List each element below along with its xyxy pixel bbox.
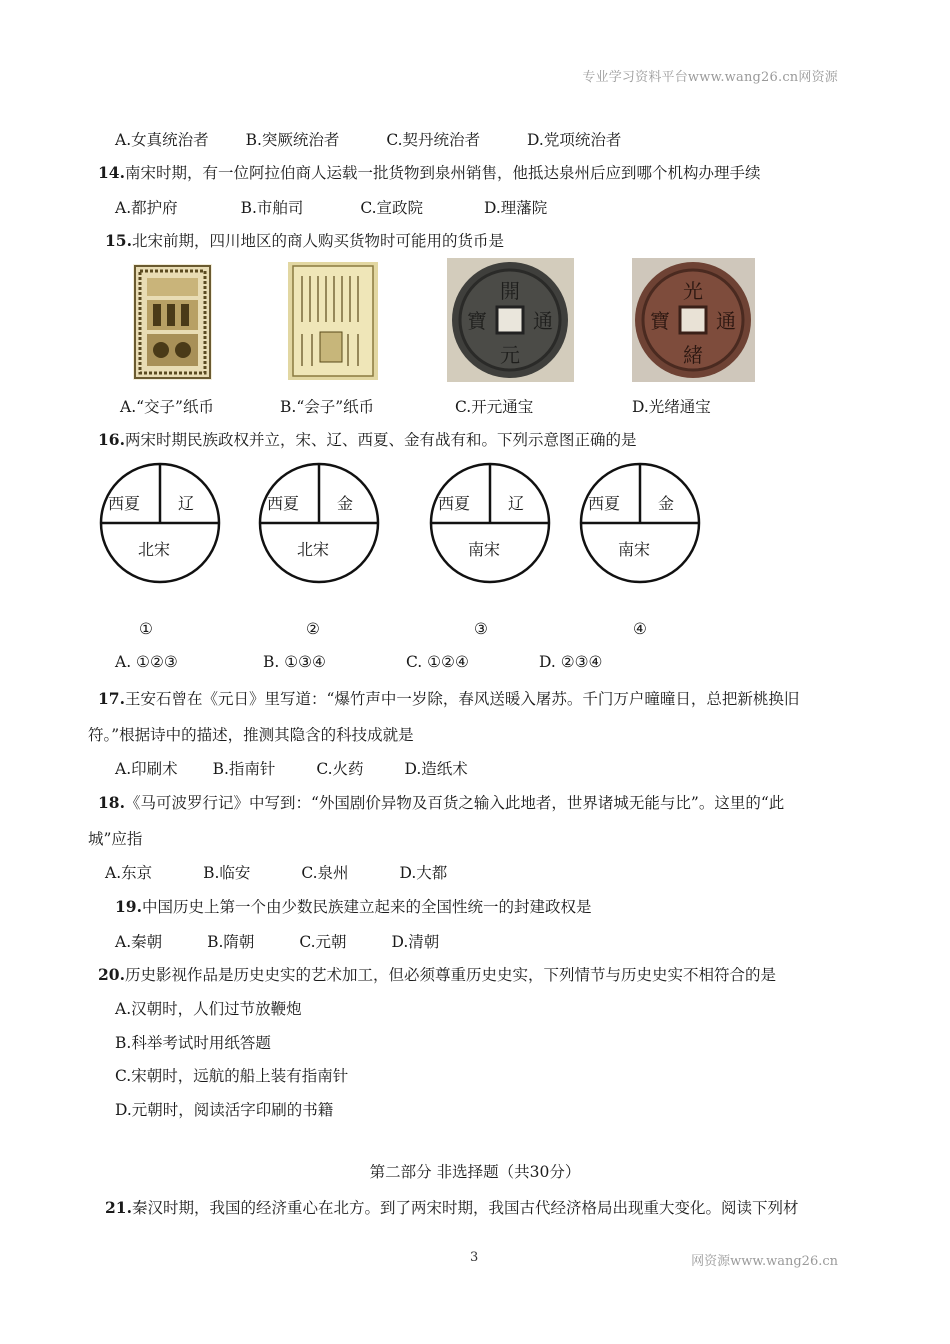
diagram-2-bottom: 北宋 xyxy=(297,540,330,559)
q18-option-c: C.泉州 xyxy=(301,864,349,882)
diagram-2 xyxy=(257,462,381,584)
q19-number: 19. xyxy=(115,897,142,916)
q19-option-b: B.隋朝 xyxy=(207,933,255,951)
diagram-4-left: 西夏 xyxy=(588,494,621,513)
header-watermark: 专业学习资料平台www.wang26.cn网资源 xyxy=(582,70,838,85)
q15-option-d: D.光绪通宝 xyxy=(632,398,711,416)
diagram-2-left: 西夏 xyxy=(267,494,300,513)
q15-number: 15. xyxy=(105,231,132,250)
q16-option-d: D. ②③④ xyxy=(539,653,603,671)
q17-option-d: D.造纸术 xyxy=(404,760,468,778)
q14-option-c: C.宣政院 xyxy=(360,199,424,217)
q19-option-d: D.清朝 xyxy=(391,933,440,951)
footer-watermark: 网资源www.wang26.cn xyxy=(691,1254,838,1269)
q17-option-c: C.火药 xyxy=(316,760,364,778)
coin-d-char-left: 寶 xyxy=(650,309,670,333)
q17-text-line1: 王安石曾在《元日》里写道：“爆竹声中一岁除，春风送暖入屠苏。千门万户曈曈日，总把新桃换旧 xyxy=(124,690,800,708)
q15-option-b: B.“会子”纸币 xyxy=(280,398,375,416)
q14-text: 南宋时期，有一位阿拉伯商人运载一批货物到泉州销售，他抵达泉州后应到哪个机构办理手续 xyxy=(124,164,761,182)
q17-number: 17. xyxy=(98,689,125,708)
q19-option-a: A.秦朝 xyxy=(115,933,163,951)
q13-option-c: C.契丹统治者 xyxy=(386,131,481,149)
q17-question-line1 xyxy=(98,687,799,709)
q13-option-d: D.党项统治者 xyxy=(527,131,622,149)
q20-option-d: D.元朝时，阅读活字印刷的书籍 xyxy=(115,1101,334,1119)
diagram-1 xyxy=(98,462,222,584)
diagram-1-label: ① xyxy=(139,620,153,638)
q21-text: 秦汉时期，我国的经济重心在北方。到了两宋时期，我国古代经济格局出现重大变化。阅读下列材 xyxy=(131,1199,799,1217)
diagram-4-right: 金 xyxy=(658,494,675,513)
q17-options xyxy=(115,757,468,779)
q14-number: 14. xyxy=(98,163,125,182)
diagram-1-left: 西夏 xyxy=(108,494,141,513)
coin-c-char-bottom: 元 xyxy=(500,343,520,367)
q13-option-a: A.女真统治者 xyxy=(115,131,209,149)
diagram-3-right: 辽 xyxy=(508,494,525,513)
diagram-4-label: ④ xyxy=(633,620,647,638)
q18-number: 18. xyxy=(98,793,125,812)
coin-d-char-bottom: 緒 xyxy=(683,343,703,367)
diagram-4-bottom: 南宋 xyxy=(618,540,651,559)
kaiyuan-coin-image xyxy=(447,258,574,382)
section-2-title: 第二部分 非选择题（共30分） xyxy=(369,1163,581,1181)
q15-option-c: C.开元通宝 xyxy=(455,398,534,416)
q21-number: 21. xyxy=(105,1198,132,1217)
q15-question xyxy=(105,229,504,251)
q16-question xyxy=(98,428,636,450)
q20-number: 20. xyxy=(98,965,125,984)
q20-option-b: B.科举考试时用纸答题 xyxy=(115,1034,271,1052)
diagram-3-label: ③ xyxy=(474,620,488,638)
q20-option-c: C.宋朝时，远航的船上装有指南针 xyxy=(115,1067,349,1085)
diagram-1-bottom: 北宋 xyxy=(138,540,171,559)
q15-option-a: A.“交子”纸币 xyxy=(120,398,214,416)
jiaozi-banknote-image xyxy=(133,264,212,380)
q19-option-c: C.元朝 xyxy=(299,933,347,951)
q13-options xyxy=(115,128,621,150)
q18-option-a: A.东京 xyxy=(105,864,153,882)
q16-option-c: C. ①②④ xyxy=(406,653,469,671)
diagram-3 xyxy=(428,462,552,584)
diagram-3-bottom: 南宋 xyxy=(468,540,501,559)
coin-c-char-top: 開 xyxy=(500,279,520,303)
q20-text: 历史影视作品是历史史实的艺术加工，但必须尊重历史史实，下列情节与历史史实不相符合的是 xyxy=(124,966,776,984)
q14-option-a: A.都护府 xyxy=(115,199,178,217)
diagram-2-right: 金 xyxy=(337,494,354,513)
diagram-3-left: 西夏 xyxy=(438,494,471,513)
q18-option-d: D.大都 xyxy=(399,864,448,882)
q18-options xyxy=(105,861,447,883)
diagram-4 xyxy=(578,462,702,584)
q19-question xyxy=(115,895,591,917)
q13-option-b: B.突厥统治者 xyxy=(245,131,340,149)
q16-option-a: A. ①②③ xyxy=(115,653,178,671)
coin-c-char-left: 寶 xyxy=(467,309,487,333)
q19-options xyxy=(115,930,439,952)
q14-option-b: B.市舶司 xyxy=(240,199,304,217)
q16-option-b: B. ①③④ xyxy=(263,653,326,671)
q17-option-a: A.印刷术 xyxy=(115,760,178,778)
q19-text: 中国历史上第一个由少数民族建立起来的全国性统一的封建政权是 xyxy=(141,898,592,916)
q18-text-line1: 《马可波罗行记》中写到：“外国剧价异物及百货之输入此地者，世界诸城无能与比”。这里的“此 xyxy=(124,794,785,812)
q18-question-line1 xyxy=(98,791,784,813)
diagram-2-label: ② xyxy=(306,620,320,638)
q18-option-b: B.临安 xyxy=(203,864,251,882)
guangxu-coin-image xyxy=(632,258,755,382)
huizi-banknote-image xyxy=(288,262,378,380)
q20-question xyxy=(98,963,776,985)
page-number: 3 xyxy=(470,1250,479,1265)
q20-option-a: A.汉朝时，人们过节放鞭炮 xyxy=(115,1000,302,1018)
coin-d-char-right: 通 xyxy=(716,309,736,333)
q14-options xyxy=(115,196,547,218)
diagram-1-right: 辽 xyxy=(178,494,195,513)
q17-option-b: B.指南针 xyxy=(212,760,276,778)
q14-question xyxy=(98,161,760,183)
q16-number: 16. xyxy=(98,430,125,449)
coin-d-char-top: 光 xyxy=(683,279,703,303)
q16-text: 两宋时期民族政权并立，宋、辽、西夏、金有战有和。下列示意图正确的是 xyxy=(124,431,637,449)
q15-text: 北宋前期，四川地区的商人购买货物时可能用的货币是 xyxy=(131,232,504,250)
q17-question-line2: 符。”根据诗中的描述，推测其隐含的科技成就是 xyxy=(88,726,414,744)
coin-c-char-right: 通 xyxy=(533,309,553,333)
q21-question xyxy=(105,1196,798,1218)
q14-option-d: D.理藩院 xyxy=(484,199,548,217)
q18-question-line2: 城”应指 xyxy=(88,830,143,848)
